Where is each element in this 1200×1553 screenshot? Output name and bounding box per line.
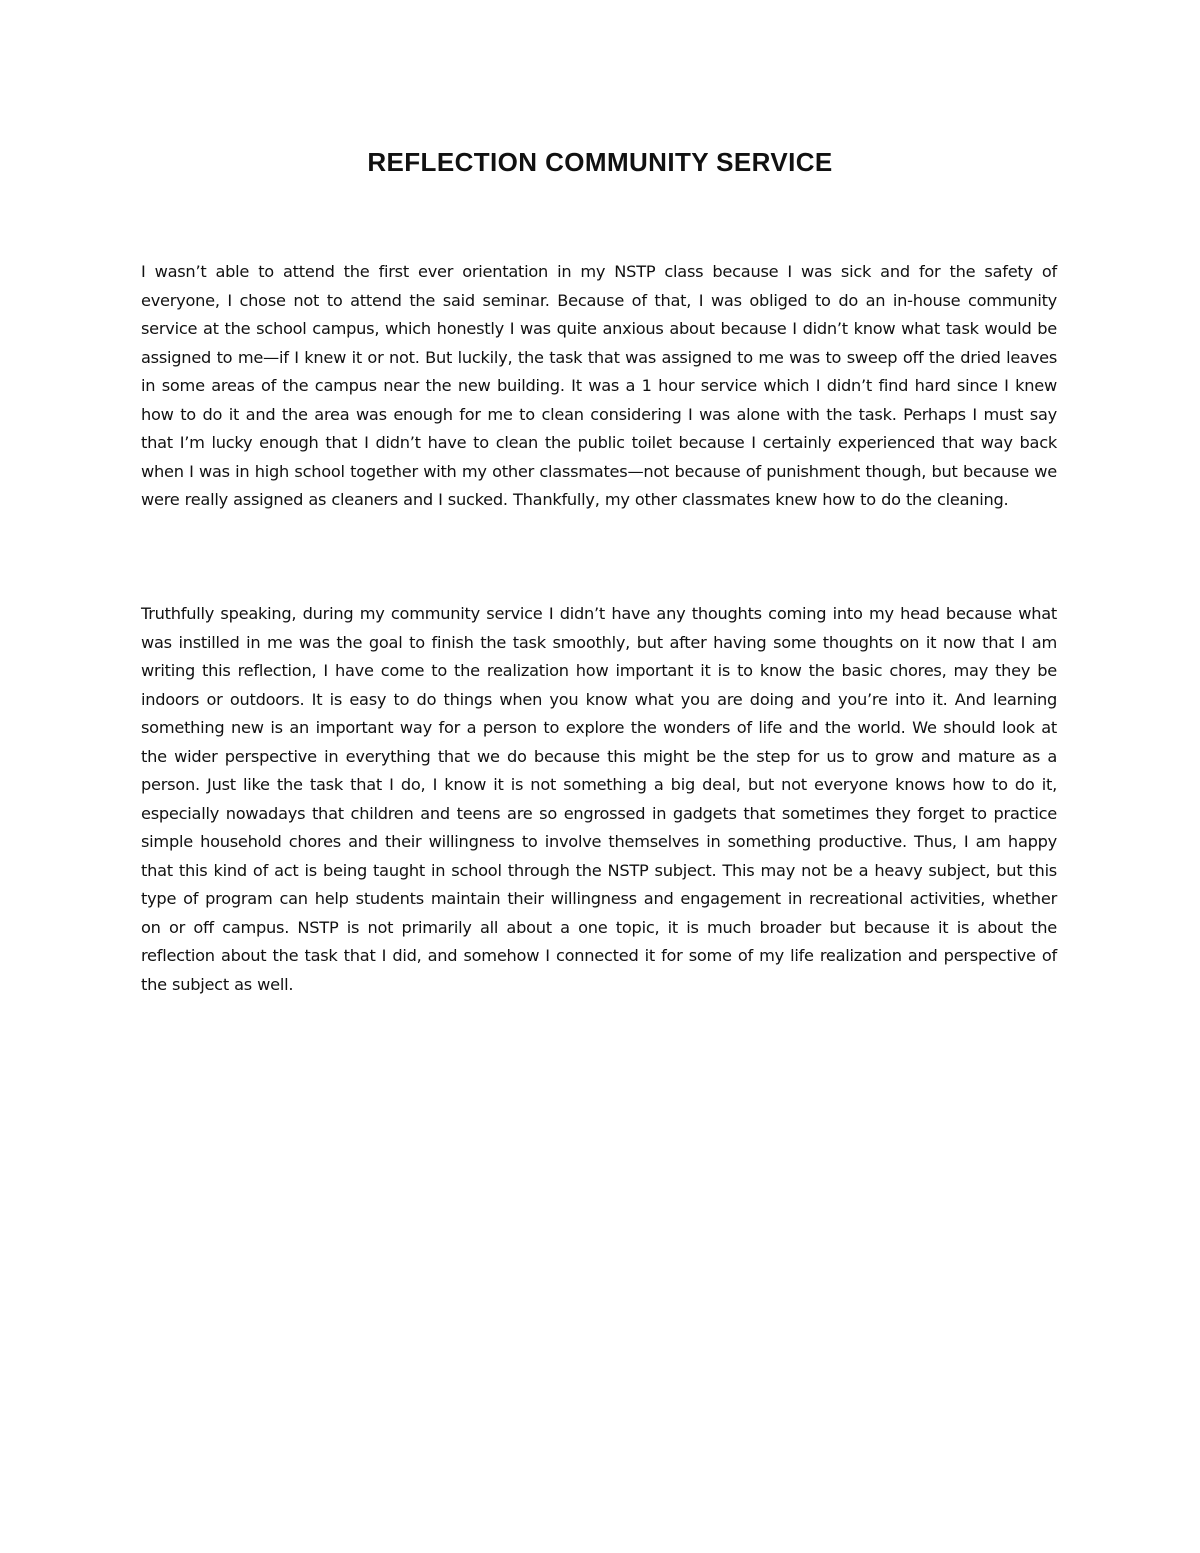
paragraph-1: I wasn’t able to attend the first ever orientation in my NSTP class because I was sick and for the safety of everyone, I chose not to attend the said seminar. Because of that, I was obliged to do an in-house community service at the school campus, which honestly I was quite anxious about because I didn’t know what task would be assigned to me—if I knew it or not. But luckily, the task that was assigned to me was to sweep off the dried leaves in some areas of the campus near the new building. It was a 1 hour service which I didn’t find hard since I knew how to do it and the area was enough for me to clean considering I was alone with the task. Perhaps I must say that I’m lucky enough that I didn’t have to clean the public toilet because I certainly experienced that way back when I was in high school together with my other classmates—not because of punishment though, but because we were really assigned as cleaners and I sucked. Thankfully, my other classmates knew how to do the cleaning. — [141, 262, 1057, 509]
document-title: REFLECTION COMMUNITY SERVICE — [367, 147, 833, 177]
paragraph-2: Truthfully speaking, during my community service I didn’t have any thoughts coming into my head because what was instilled in me was the goal to finish the task smoothly, but after having some thoughts on it now that I am writing this reflection, I have come to the realization how important it is to know the basic chores, may they be indoors or outdoors. It is easy to do things when you know what you are doing and you’re into it. And learning something new is an important way for a person to explore the wonders of life and the world. We should look at the wider perspective in everything that we do because this might be the step for us to grow and mature as a person. Just like the task that I do, I know it is not something a big deal, but not everyone knows how to do it, especially nowadays that children and teens are so engrossed in gadgets that sometimes they forget to practice simple household chores and their willingness to involve themselves in something productive. Thus, I am happy that this kind of act is being taught in school through the NSTP subject. This may not be a heavy subject, but this type of program can help students maintain their willingness and engagement in recreational activities, whether on or off campus. NSTP is not primarily all about a one topic, it is much broader but because it is about the reflection about the task that I did, and somehow I connected it for some of my life realization and perspective of the subject as well. — [141, 604, 1057, 994]
